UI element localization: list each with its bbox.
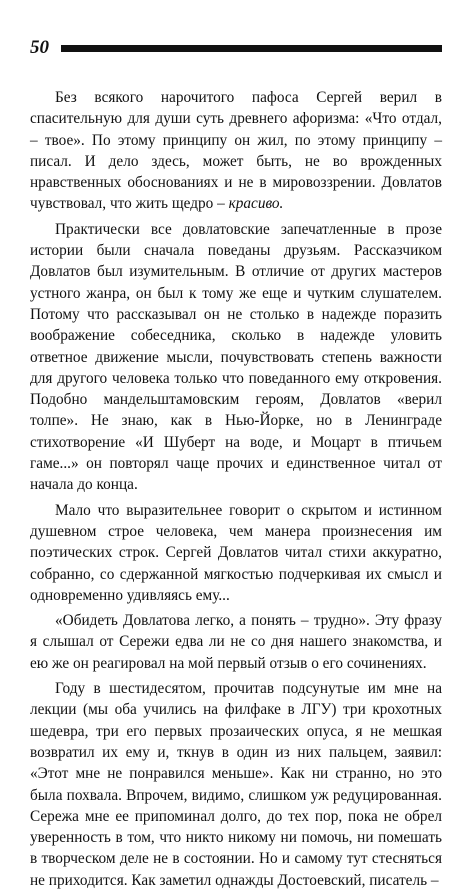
page-header [30,37,442,59]
paragraph-3: Мало что выразительнее говорит о скрытом и истинном душевном строе человека, чем манера произнесения им поэтических строк. Сергей Довлатов читал стихи аккуратно, собранно, со сдержанной мягкостью подчеркивая их смысл и одновременно удивляясь ему... [30,501,442,604]
paragraph-1-text: Без всякого нарочитого пафоса Сергей верил в спасительную для души суть древнего афоризма: «Что отдал, – твое». По этому принципу он жил, по этому принципу – писал. И дело здесь, может быть, не во врожденных нравственных обоснованиях и не в мировоззрении. Довлатов чувствовал, что жить щедро – [30,89,442,213]
page-number: 50 [30,37,49,58]
paragraph-2: Практически все довлатовские запечатленные в прозе истории были сначала поведаны друзьям. Рассказчиком Довлатов был изумительным. В отличие от других мастеров устного жанра, он был к тому же еще и чутким слушателем. Потому что рассказывал он не столько в надежде поразить воображение собеседника, сколько в надежде уловить ответное движение мысли, почувствовать степень важности для другого человека только что поведанного ему откровения. Подобно мандельштамовским героям, Довлатов «верил толпе». Не знаю, как в Нью-Йорке, но в Ленинграде стихотворение «И Шуберт на воде, и Моцарт в птичьем гаме...» он повторял чаще прочих и единственное читал от начала до конца. [30,220,442,494]
paragraph-1 [30,87,442,215]
paragraph-5: Году в шестидесятом, прочитав подсунутые им мне на лекции (мы оба учились на филфаке в ЛГУ) три крохотных шедевра, три его первых прозаических опуса, я не мешкая возвратил их ему и, ткнув в один из них пальцем, заявил: «Этот мне не понравился меньше». Как ни странно, но это была похвала. Впрочем, видимо, слишком уж редуцированная. Сережа мне ее припоминал долго, до тех пор, пока не обрел уверенность в том, что никто никому ни помочь, ни помешать в творческом деле не в состоянии. Но и самому тут стесняться не приходится. Как заметил однажды Достоевский, писатель – [30,680,442,889]
header-rule [61,45,442,52]
paragraph-4: «Обидеть Довлатова легко, а понять – трудно». Эту фразу я слышал от Сережи едва ли не со дня нашего знакомства, и ею же он реагировал на мой первый отзыв о его сочинениях. [30,612,442,672]
paragraph-1-italic: красиво. [228,195,284,213]
text-body [30,87,442,891]
